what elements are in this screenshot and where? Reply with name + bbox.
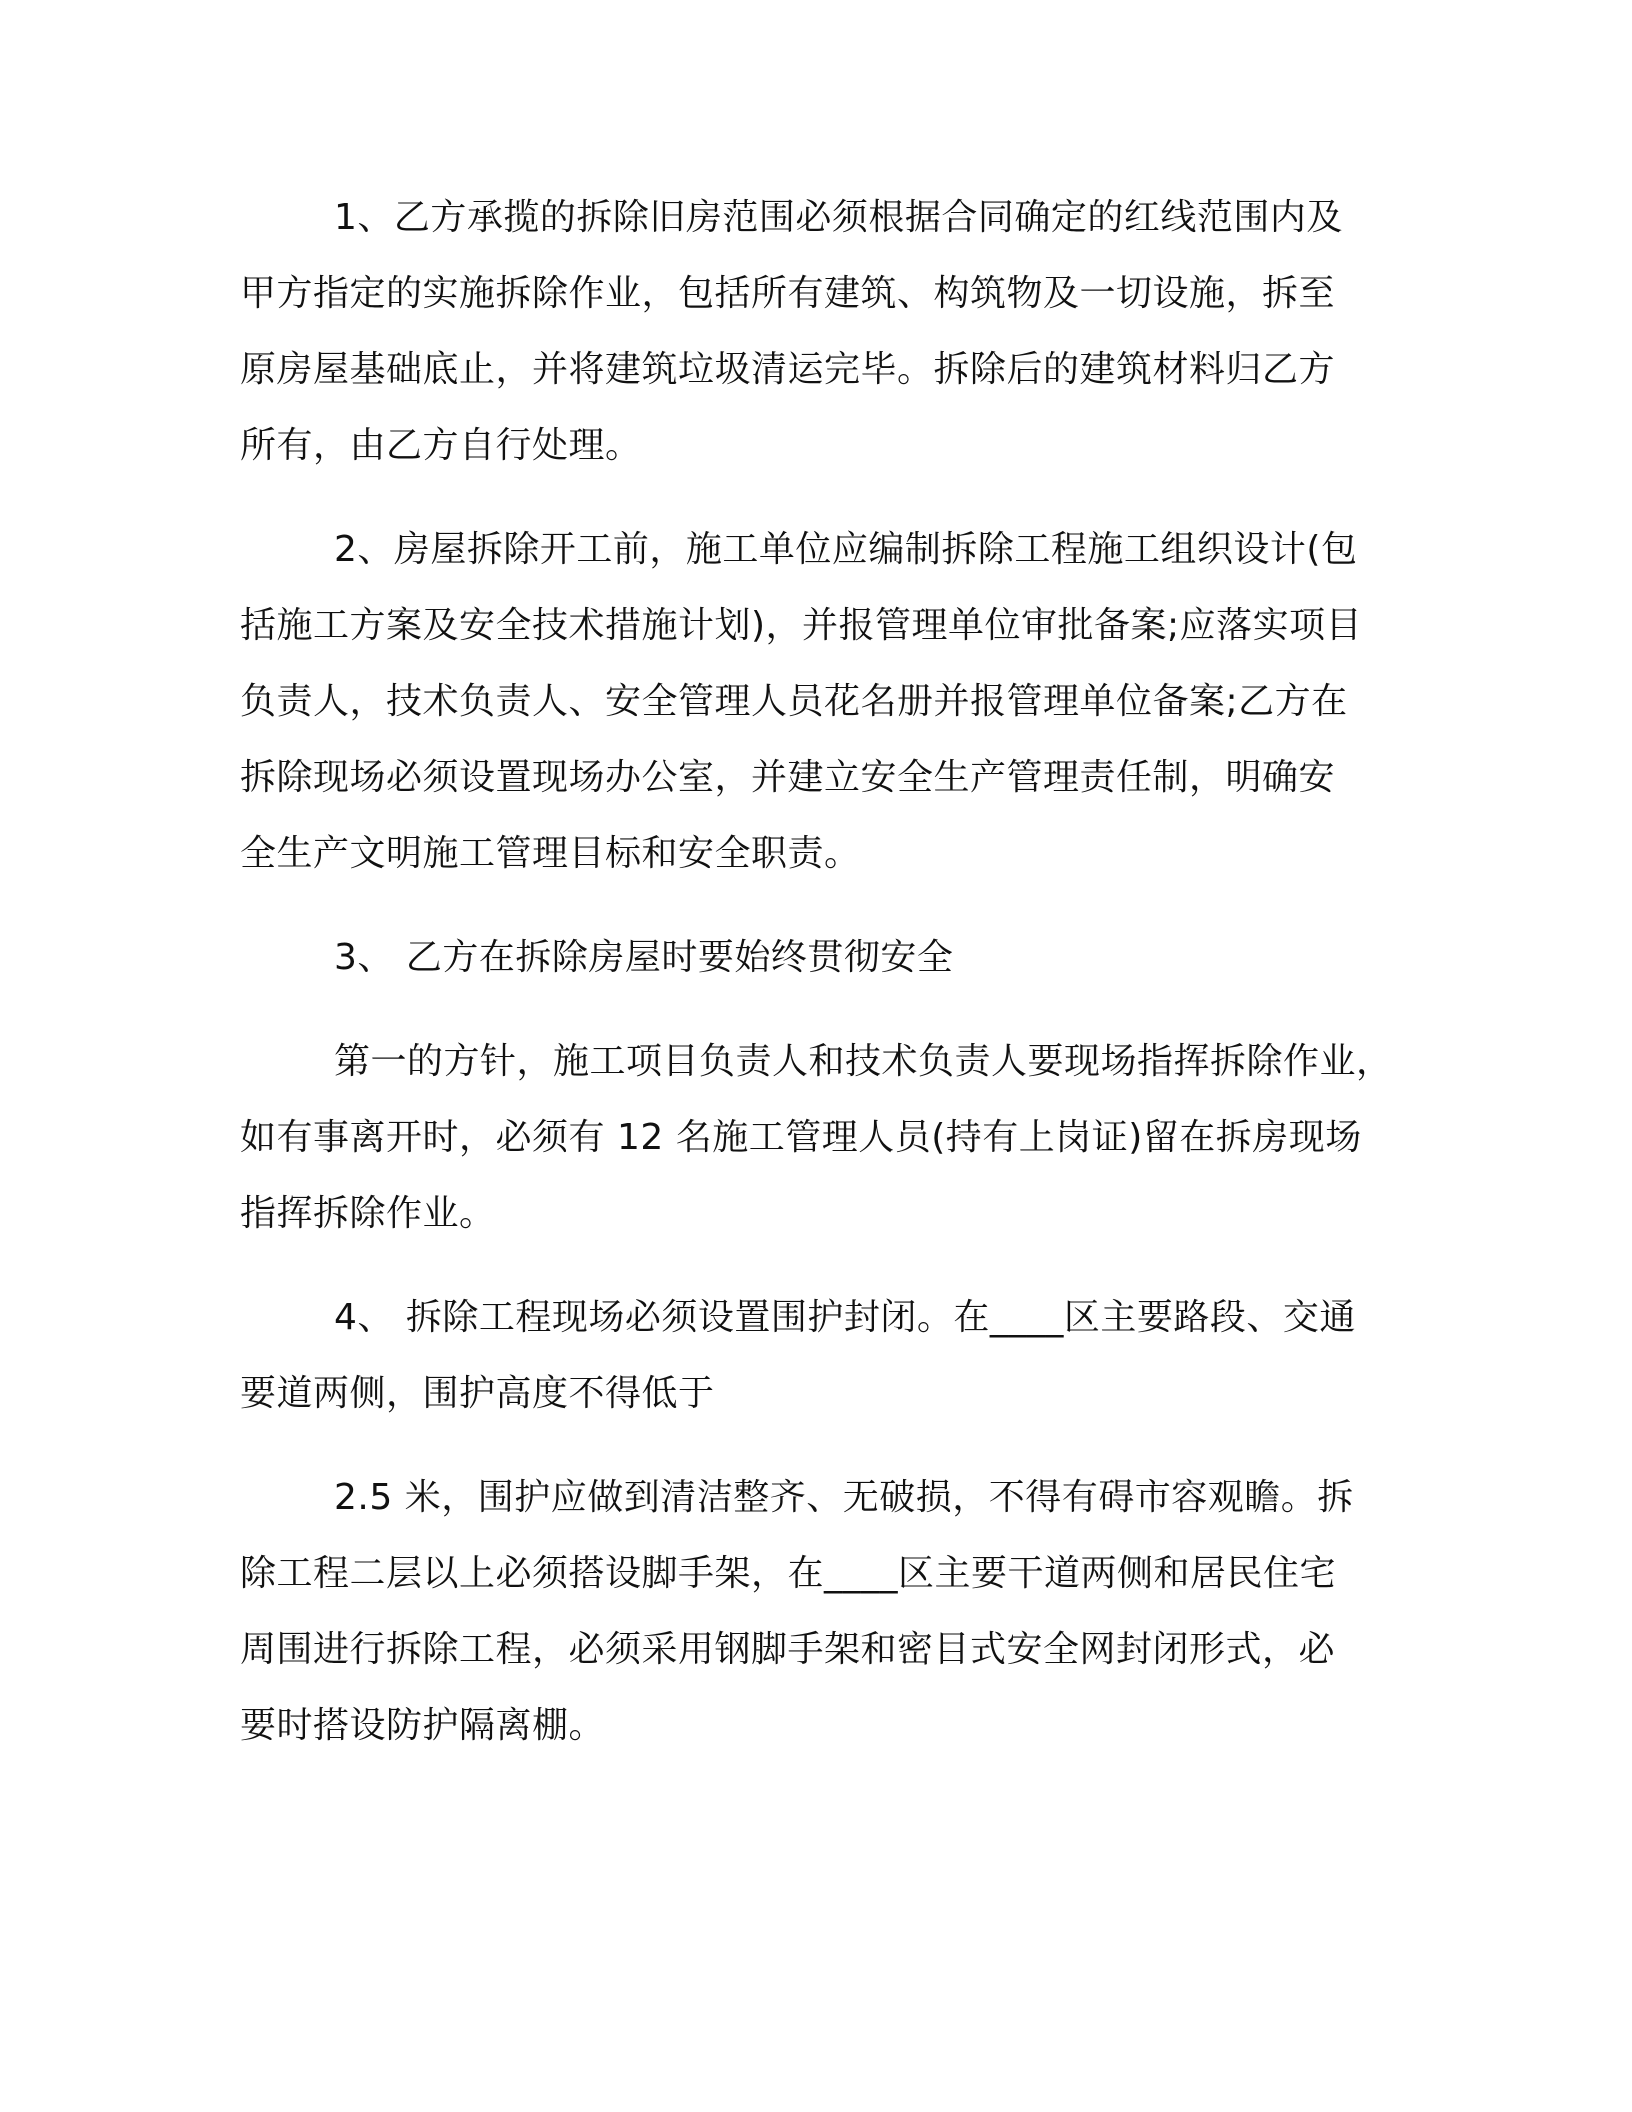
text-line: 3、 乙方在拆除房屋时要始终贯彻安全 [334,937,954,978]
text-line: 周围进行拆除工程，必须采用钢脚手架和密目式安全网封闭形式，必 [240,1629,1336,1670]
text-line: 如有事离开时，必须有 12 名施工管理人员(持有上岗证)留在拆房现场 [240,1117,1362,1158]
text-line: 要道两侧，围护高度不得低于 [240,1373,715,1414]
text-line: 指挥拆除作业。 [240,1193,496,1234]
text-line: 要时搭设防护隔离棚。 [240,1705,606,1746]
text-line: 2.5 米，围护应做到清洁整齐、无破损，不得有碍市容观瞻。拆 [334,1477,1354,1518]
text-line: 4、 拆除工程现场必须设置围护封闭。在____区主要路段、交通 [334,1297,1356,1338]
text-line: 1、乙方承揽的拆除旧房范围必须根据合同确定的红线范围内及 [334,197,1343,238]
text-line: 除工程二层以上必须搭设脚手架，在____区主要干道两侧和居民住宅 [240,1553,1337,1594]
text-line: 拆除现场必须设置现场办公室，并建立安全生产管理责任制，明确安 [240,757,1336,798]
text-line: 全生产文明施工管理目标和安全职责。 [240,833,861,874]
text-line: 2、房屋拆除开工前，施工单位应编制拆除工程施工组织设计(包 [334,529,1358,570]
text-line: 括施工方案及安全技术措施计划)，并报管理单位审批备案;应落实项目 [240,605,1363,646]
text-line: 第一的方针，施工项目负责人和技术负责人要现场指挥拆除作业， [334,1041,1393,1082]
text-line: 原房屋基础底止，并将建筑垃圾清运完毕。拆除后的建筑材料归乙方 [240,349,1336,390]
text-line: 甲方指定的实施拆除作业，包括所有建筑、构筑物及一切设施，拆至 [240,273,1336,314]
text-line: 负责人，技术负责人、安全管理人员花名册并报管理单位备案;乙方在 [240,681,1348,722]
text-line: 所有，由乙方自行处理。 [240,425,642,466]
